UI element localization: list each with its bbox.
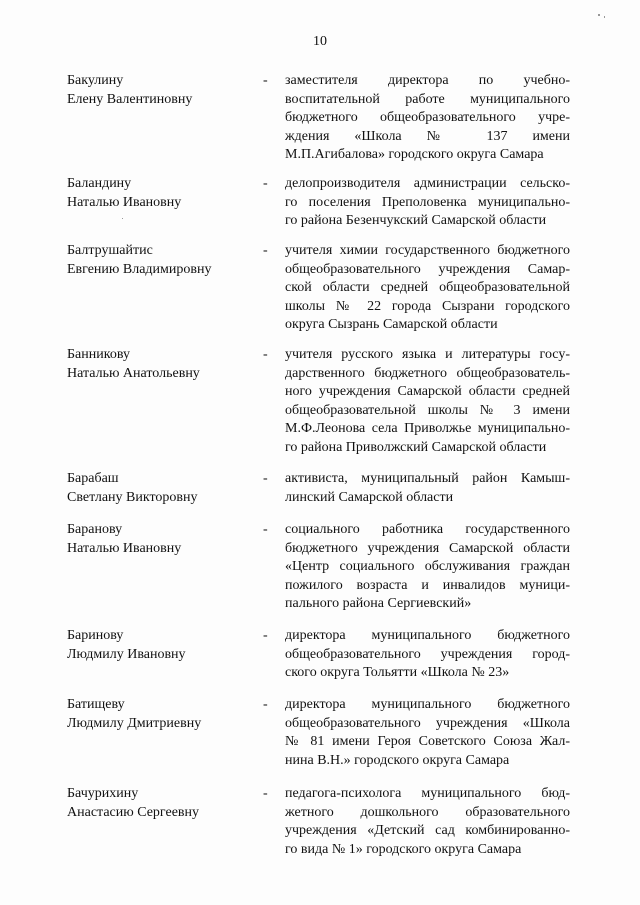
description-line: нина В.Н.» городского округа Самара: [285, 752, 510, 768]
person-name: [67, 72, 252, 109]
scan-speck: [122, 218, 123, 219]
surname: Баландину: [67, 176, 132, 191]
description-line: № 81 имени Героя Советского Союза Жал-: [285, 734, 570, 749]
person-name: [67, 175, 252, 212]
description-line: школы № 22 города Сызрани городского: [285, 298, 570, 314]
given-names: Елену Валентиновну: [67, 91, 193, 107]
dash-separator: -: [263, 243, 268, 258]
description-line: го вида № 1» городского округа Самара: [285, 841, 522, 857]
description-line: пального района Сергиевский»: [285, 596, 472, 611]
description-line: директора муниципального бюджетного: [285, 697, 570, 712]
description-line: директора муниципального бюджетного: [285, 628, 570, 643]
description-line: учителя русского языка и литературы госу-: [285, 347, 570, 362]
given-names: Людмилу Дмитриевну: [67, 715, 202, 731]
scan-speck: [598, 14, 600, 16]
description-line: педагога-психолога муниципального бюд-: [285, 786, 570, 801]
description-line: округа Сызрань Самарской области: [285, 317, 498, 332]
surname: Баранову: [67, 522, 123, 537]
dash-separator: -: [263, 786, 268, 801]
scan-speck: [604, 16, 605, 18]
description-line: общеобразовательного учреждения Самар-: [285, 261, 570, 277]
description-line: учреждения «Детский сад комбинированно-: [285, 823, 570, 838]
position-description: [285, 627, 570, 683]
position-description: [285, 242, 570, 335]
description-line: ного учреждения Самарской области средней: [285, 384, 570, 399]
description-line: активиста, муниципальный район Камыш-: [285, 471, 570, 486]
surname: Батищеву: [67, 697, 125, 712]
description-line: воспитательной работе муниципального: [285, 91, 570, 107]
description-line: социального работника государственного: [285, 522, 570, 537]
description-line: заместителя директора по учебно-: [285, 73, 570, 88]
description-line: ской области средней общеобразовательной: [285, 280, 570, 295]
description-line: бюджетного учреждения Самарской области: [285, 540, 570, 556]
description-line: ского округа Тольятти «Школа № 23»: [285, 665, 510, 680]
surname: Балтрушайтис: [67, 243, 153, 258]
given-names: Наталью Ивановну: [67, 194, 182, 210]
person-name: [67, 470, 252, 507]
description-line: дарственного бюджетного общеобразователь-: [285, 365, 570, 381]
description-line: го района Приволжский Самарской области: [285, 439, 547, 455]
given-names: Людмилу Ивановну: [67, 646, 186, 662]
description-line: го поселения Преполовенка муниципально-: [285, 194, 570, 210]
description-line: общеобразовательной школы № 3 имени: [285, 402, 570, 418]
position-description: [285, 470, 570, 507]
person-name: [67, 346, 252, 383]
position-description: [285, 696, 570, 770]
dash-separator: -: [263, 176, 268, 191]
given-names: Евгению Владимировну: [67, 261, 212, 277]
person-name: [67, 242, 252, 279]
given-names: Наталью Анатольевну: [67, 365, 200, 381]
dash-separator: -: [263, 522, 268, 537]
description-line: бюджетного общеобразовательного учре-: [285, 110, 570, 125]
description-line: го района Безенчукский Самарской области: [285, 213, 547, 228]
description-line: общеобразовательного учреждения город-: [285, 646, 570, 662]
surname: Бачурихину: [67, 786, 139, 801]
description-line: М.П.Агибалова» городского округа Самара: [285, 147, 544, 162]
position-description: [285, 175, 570, 231]
surname: Баринову: [67, 628, 124, 643]
position-description: [285, 72, 570, 165]
description-line: «Центр социального обслуживания граждан: [285, 559, 570, 574]
dash-separator: -: [263, 697, 268, 712]
surname: Барабаш: [67, 471, 119, 486]
person-name: [67, 785, 252, 822]
given-names: Светлану Викторовну: [67, 489, 198, 505]
description-line: линский Самарской области: [285, 489, 454, 505]
description-line: ждения «Школа № 137 имени: [285, 128, 570, 144]
position-description: [285, 785, 570, 859]
surname: Бакулину: [67, 73, 124, 88]
description-line: общеобразовательного учреждения «Школа: [285, 715, 570, 731]
page-number: 10: [313, 34, 327, 49]
dash-separator: -: [263, 628, 268, 643]
person-name: [67, 521, 252, 558]
description-line: делопроизводителя администрации сельско-: [285, 176, 570, 191]
description-line: пожилого возраста и инвалидов муници-: [285, 577, 570, 593]
position-description: [285, 521, 570, 614]
dash-separator: -: [263, 347, 268, 362]
dash-separator: -: [263, 471, 268, 486]
description-line: учителя химии государственного бюджетного: [285, 243, 570, 258]
person-name: [67, 627, 252, 664]
description-line: жетного дошкольного образовательного: [285, 804, 570, 820]
dash-separator: -: [263, 73, 268, 88]
given-names: Анастасию Сергеевну: [67, 804, 200, 820]
surname: Банникову: [67, 347, 130, 362]
position-description: [285, 346, 570, 457]
person-name: [67, 696, 252, 733]
description-line: М.Ф.Леонова села Приволжье муниципально-: [285, 421, 570, 436]
given-names: Наталью Ивановну: [67, 540, 182, 556]
